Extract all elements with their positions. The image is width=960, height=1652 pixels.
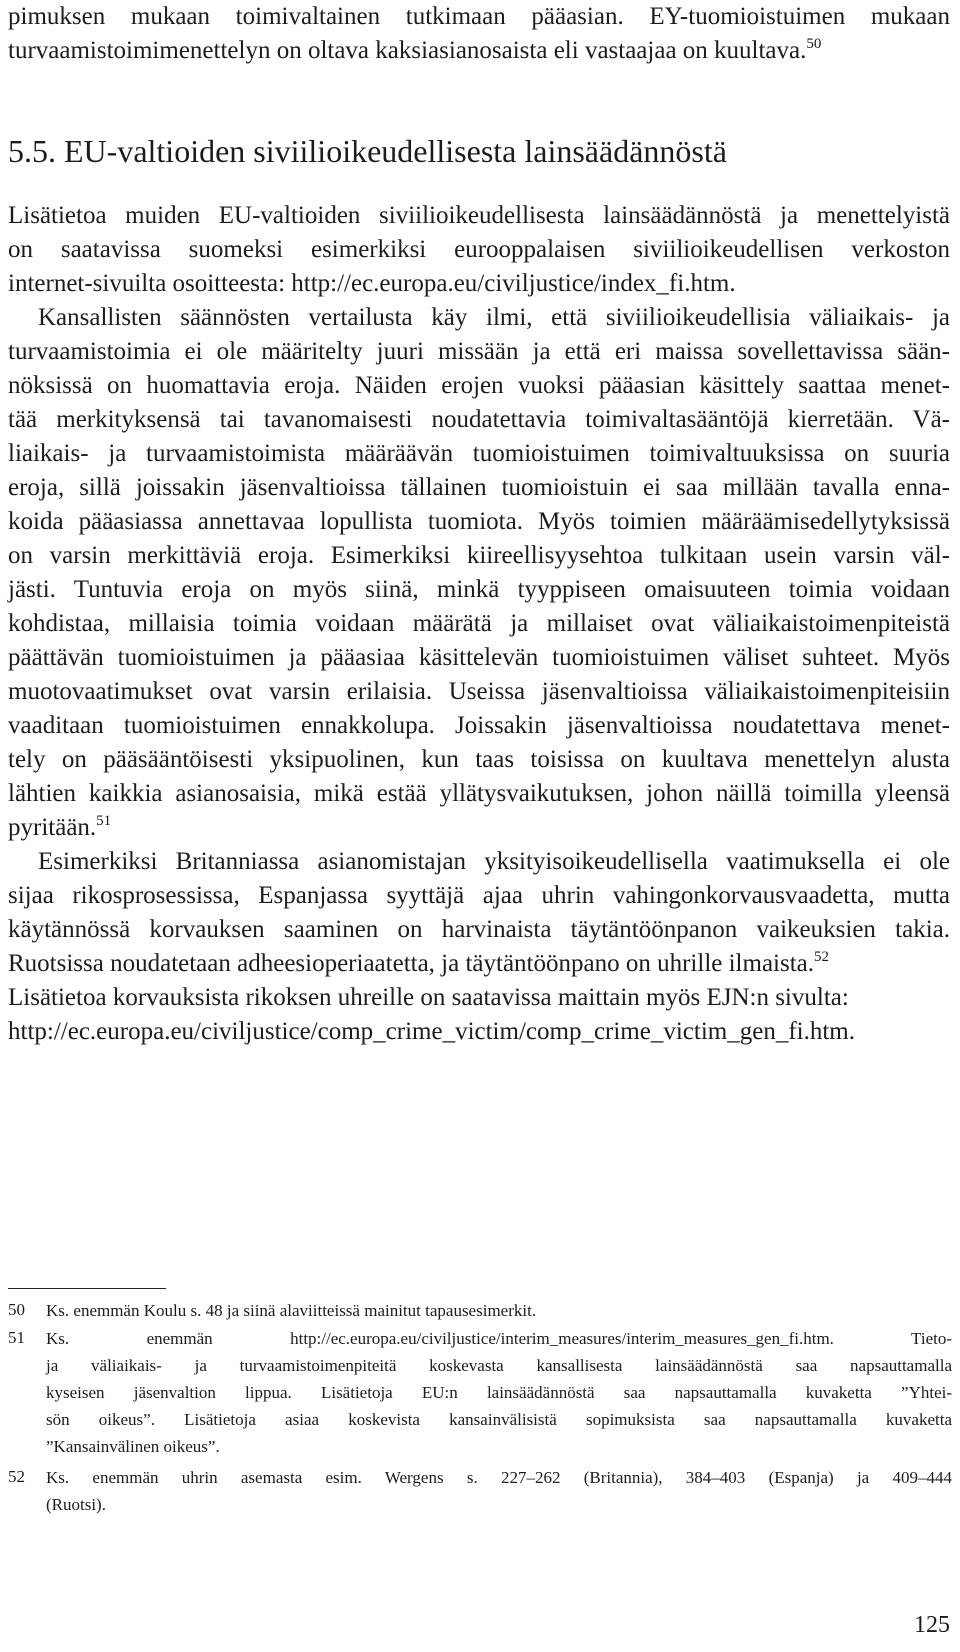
footnote-ref-50[interactable]: 50 — [806, 36, 822, 52]
footnote-number: 52 — [8, 1467, 25, 1486]
footnote-ref-52[interactable]: 52 — [814, 949, 830, 965]
paragraph-line: Esimerkiksi Britanniassa asianomistajan yksityisoikeudellisella vaatimuksella ei ole — [38, 848, 950, 875]
paragraph-line: http://ec.europa.eu/civiljustice/comp_crime_victim/comp_crime_victim_gen_fi.htm. — [8, 1018, 855, 1045]
paragraph-line: on saatavissa suomeksi esimerkiksi eurooppalaisen siviilioikeudellisen verkoston — [8, 236, 950, 263]
section-heading: 5.5. EU-valtioiden siviilioikeudellisesta lainsäädännöstä — [8, 133, 727, 169]
paragraph-line: Ruotsissa noudatetaan adheesioperiaatetta, ja täytäntöönpano on uhrille ilmaista.$^{52}$ — [8, 949, 830, 977]
intro-line: pimuksen mukaan toimivaltainen tutkimaan pääasian. EY-tuomioistuimen mukaan — [8, 3, 950, 30]
paragraph-line: vaaditaan tuomioistuimen ennakkolupa. Joissakin jäsenvaltioissa noudatettava menet- — [8, 712, 950, 739]
paragraph-line: tää merkityksensä tai tavanomaisesti noudatettavia toimivaltasääntöjä kierretään. Vä- — [8, 406, 950, 433]
footnote-ref-51[interactable]: 51 — [96, 813, 112, 829]
paragraph-line: sijaa rikosprosessissa, Espanjassa syyttäjä ajaa uhrin vahingonkorvausvaadetta, mutta — [8, 882, 950, 909]
paragraph-line: turvaamistoimia ei ole määritelty juuri missään ja että eri maissa sovellettavissa sään- — [8, 338, 950, 365]
page-number: 125 — [914, 1612, 950, 1638]
footnote-line: Ks. enemmän uhrin asemasta esim. Wergens s. 227–262 (Britannia), 384–403 (Espanja) ja 409–444 — [46, 1468, 952, 1487]
paragraph-line: eroja, sillä joissakin jäsenvaltioissa tällainen tuomioistuin ei saa millään tavalla enna- — [8, 474, 950, 501]
footnote-line: Ks. enemmän http://ec.europa.eu/civiljustice/interim_measures/interim_measures_gen_fi.htm. Tieto- — [46, 1329, 952, 1348]
footnote-line: Ks. enemmän Koulu s. 48 ja siinä alaviitteissä mainitut tapausesimerkit. — [46, 1301, 537, 1320]
paragraph-line: Lisätietoa muiden EU-valtioiden siviilioikeudellisesta lainsäädännöstä ja menettelyistä — [8, 202, 950, 229]
paragraph-line: käytännössä korvauksen saaminen on harvinaista täytäntöönpanon vaikeuksien takia. — [8, 916, 950, 943]
paragraph-line: liaikais- ja turvaamistoimista määräävän tuomioistuimen toimivaltuuksissa on suuria — [8, 440, 950, 467]
paragraph-line: pyritään.$^{51}$ — [8, 813, 112, 841]
paragraph-line: päättävän tuomioistuimen ja pääasiaa käsittelevän tuomioistuimen väliset suhteet. Myös — [8, 644, 950, 671]
paragraph-line: jästi. Tuntuvia eroja on myös siinä, minkä tyyppiseen omaisuuteen toimia voidaan — [8, 576, 950, 603]
intro-line: turvaamistoimimenettelyn on oltava kaksiasianosaista eli vastaajaa on kuultava.$^{50}$ — [8, 36, 822, 64]
paragraph-line: internet-sivuilta osoitteesta: http://ec.europa.eu/civiljustice/index_fi.htm. — [8, 270, 736, 297]
paragraph-line: Lisätietoa korvauksista rikoksen uhreille on saatavissa maittain myös EJN:n sivulta: — [8, 984, 849, 1011]
paragraph-line: lähtien kaikkia asianosaisia, mikä estää yllätysvaikutuksen, johon näillä toimilla yleensä — [8, 780, 950, 807]
footnote-line: sön oikeus”. Lisätietoja asiaa koskevista kansainvälisistä sopimuksista saa napsauttamalla kuvaketta — [46, 1410, 952, 1429]
footnote-separator — [8, 1288, 166, 1289]
paragraph-line: tely on pääsääntöisesti yksipuolinen, kun taas toisissa on kuultava menettelyn alusta — [8, 746, 950, 773]
footnote-number: 50 — [8, 1300, 25, 1319]
paragraph-line: kohdistaa, millaisia toimia voidaan määrätä ja millaiset ovat väliaikaistoimenpiteistä — [8, 610, 950, 637]
footnote-line: (Ruotsi). — [46, 1495, 106, 1514]
paragraph-line: on varsin merkittäviä eroja. Esimerkiksi kiireellisyysehtoa tulkitaan usein varsin väl- — [8, 542, 950, 569]
paragraph-line: Kansallisten säännösten vertailusta käy ilmi, että siviilioikeudellisia väliaikais- ja — [38, 304, 950, 331]
paragraph-line: muotovaatimukset ovat varsin erilaisia. Useissa jäsenvaltioissa väliaikaistoimenpiteisiin — [8, 678, 950, 705]
footnote-line: kyseisen jäsenvaltion lippua. Lisätietoja EU:n lainsäädännöstä saa napsauttamalla kuvaketta ”Yhtei- — [46, 1383, 952, 1402]
footnote-line: ”Kansainvälinen oikeus”. — [46, 1437, 220, 1456]
footnote-line: ja väliaikais- ja turvaamistoimenpiteitä koskevasta kansallisesta lainsäädännöstä saa napsauttamalla — [46, 1356, 952, 1375]
footnote-number: 51 — [8, 1328, 25, 1347]
paragraph-line: koida pääasiassa annettavaa lopullista tuomiota. Myös toimien määräämisedellytyksissä — [8, 508, 950, 535]
paragraph-line: nöksissä on huomattavia eroja. Näiden erojen vuoksi pääasian käsittely saattaa menet- — [8, 372, 950, 399]
